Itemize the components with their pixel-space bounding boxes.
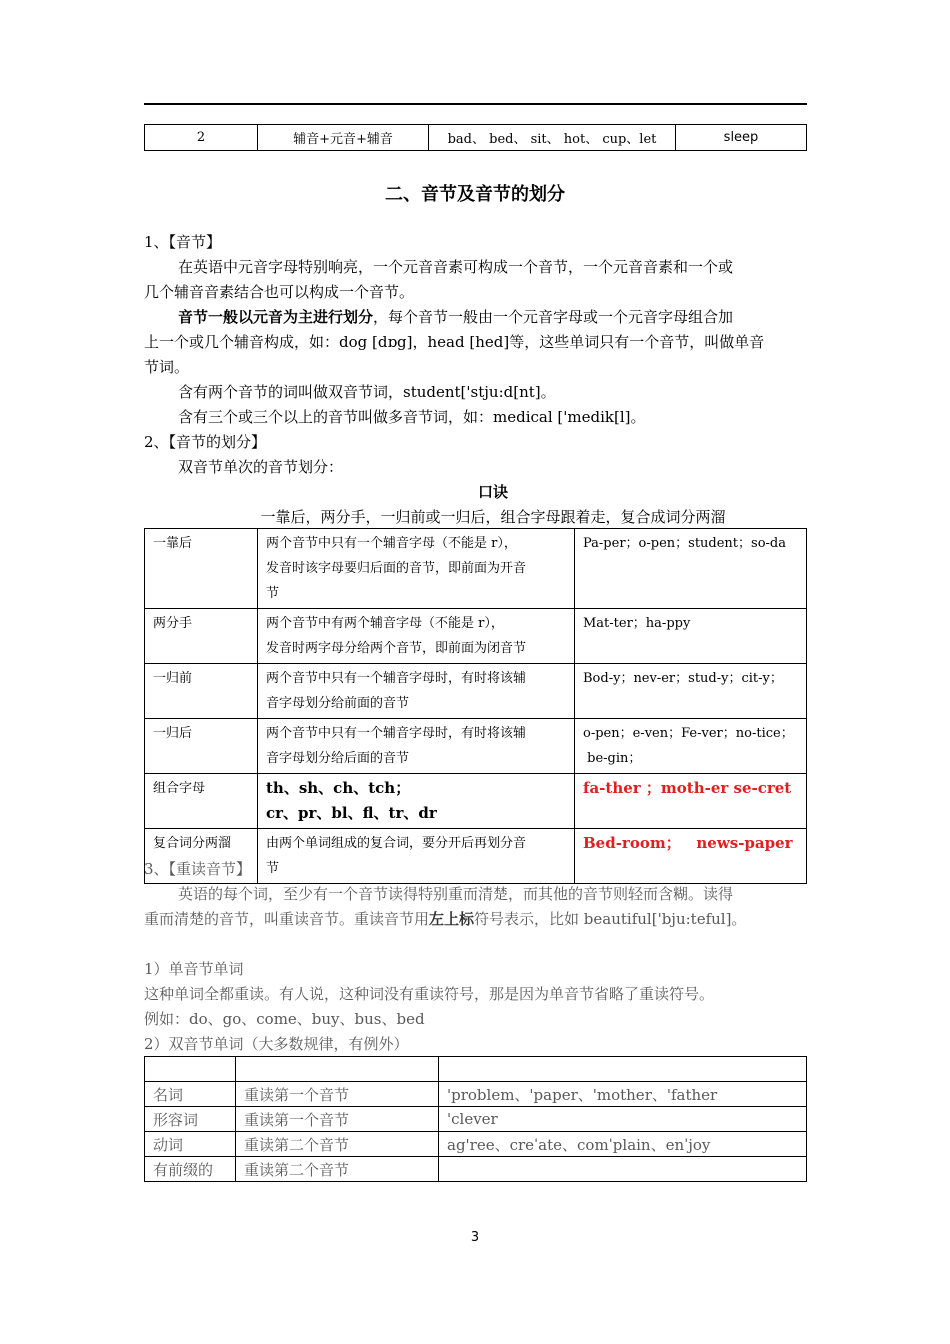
rule-examples (575, 609, 807, 664)
rule-name: 两分手 (145, 609, 258, 664)
header-rule (144, 103, 807, 105)
paragraph-line: 在英语中元音字母特别响亮，一个元音音素可构成一个音节，一个元音音素和一个或 (178, 258, 734, 276)
text-span: 重而清楚的音节，叫重读音节。重读音节用 (144, 910, 430, 928)
example-line: Mat-ter；ha-ppy (583, 616, 691, 631)
table-cell (439, 1057, 807, 1082)
paragraph-line (144, 907, 746, 932)
table-row (145, 1157, 807, 1182)
table-row (145, 1107, 807, 1132)
syllable-rule-table (144, 528, 807, 884)
desc-line: cr、pr、bl、fl、tr、dr (266, 804, 437, 822)
paragraph-line: 含有两个音节的词叫做双音节词，student['stju:d[nt]。 (178, 383, 556, 401)
rule-desc (258, 719, 575, 774)
table-row (145, 774, 807, 829)
desc-line: 节 (266, 861, 280, 876)
table-row (145, 719, 807, 774)
heading-division: 2、【音节的划分】 (144, 433, 267, 451)
desc-line: 两个音节中只有一个辅音字母时，有时将该辅 (266, 671, 527, 686)
example-line: fa-ther ；moth-er se-cret (583, 779, 792, 797)
table-row (145, 664, 807, 719)
table-cell (236, 1057, 439, 1082)
table-cell (439, 1157, 807, 1182)
paragraph-line: 英语的每个词，至少有一个音节读得特别重而清楚，而其他的音节则轻而含糊。读得 (178, 885, 734, 903)
table-cell: 重读第一个音节 (236, 1107, 439, 1132)
text-span: 符号表示，比如 beautiful['bju:teful]。 (474, 910, 747, 928)
table-row (145, 125, 807, 151)
rhyme-title: 口诀 (477, 483, 508, 501)
paragraph-line: 几个辅音音素结合也可以构成一个音节。 (144, 283, 415, 301)
example-line: Pa-per；o-pen；student；so-da (583, 536, 786, 551)
desc-line: 两个音节中只有一个辅音字母（不能是 r）， (266, 536, 517, 551)
table-row (145, 529, 807, 609)
page-number: 3 (470, 1230, 480, 1245)
table-row (145, 1082, 807, 1107)
rule-examples (575, 719, 807, 774)
rule-examples (575, 664, 807, 719)
bold-phrase: 左上标 (429, 910, 475, 928)
heading-stress: 3、【重读音节】 (144, 860, 252, 878)
table-row (145, 609, 807, 664)
table-cell: 名词 (145, 1082, 236, 1107)
table-cell: bad、 bed、 sit、 hot、 cup、let (429, 125, 676, 151)
paragraph-line: 例如：do、go、come、buy、bus、bed (144, 1010, 425, 1028)
rule-desc (258, 609, 575, 664)
example-line: be-gin； (583, 751, 642, 766)
stress-table (144, 1056, 807, 1182)
desc-line: 节 (266, 586, 280, 601)
table-cell: 重读第二个音节 (236, 1157, 439, 1182)
table-row (145, 1057, 807, 1082)
example-line: Bed-room； news-paper (583, 834, 793, 852)
desc-line: 由两个单词组成的复合词，要分开后再划分音 (266, 836, 527, 851)
table-cell: 重读第一个音节 (236, 1082, 439, 1107)
rule-examples (575, 774, 807, 829)
desc-line: 音字母划分给前面的音节 (266, 696, 410, 711)
desc-line: 两个音节中有两个辅音字母（不能是 r）， (266, 616, 504, 631)
table-cell: 2 (145, 125, 258, 151)
table-cell: 有前缀的 (145, 1157, 236, 1182)
rule-examples (575, 829, 807, 884)
rule-desc (258, 829, 575, 884)
paragraph-line: 含有三个或三个以上的音节叫做多音节词，如：medical ['medik[l]。 (178, 408, 646, 426)
table-cell: 辅音+元音+辅音 (258, 125, 429, 151)
paragraph-line: 节词。 (144, 358, 190, 376)
paragraph-line: 双音节单次的音节划分： (178, 458, 344, 476)
rule-desc (258, 664, 575, 719)
bold-phrase: 音节一般以元音为主进行划分 (178, 308, 374, 326)
rhyme-text: 一靠后，两分手，一归前或一归后，组合字母跟着走，复合成词分两溜 (260, 508, 726, 526)
desc-line: 两个音节中只有一个辅音字母时，有时将该辅 (266, 726, 527, 741)
rule-name: 组合字母 (145, 774, 258, 829)
example-line: o-pen；e-ven；Fe-ver；no-tice； (583, 726, 794, 741)
top-table (144, 124, 807, 151)
rule-name: 一靠后 (145, 529, 258, 609)
paragraph-line: 上一个或几个辅音构成，如：dog [dɒg]，head [hed]等，这些单词只有一个音节，叫做单音 (144, 333, 765, 351)
sub-heading: 2）双音节单词（大多数规律，有例外） (144, 1035, 409, 1053)
table-cell: ag'ree、creˈate、comˈplain、enˈjoy (439, 1132, 807, 1157)
desc-line: 发音时该字母要归后面的音节，即前面为开音 (266, 561, 527, 576)
table-cell: sleep (676, 125, 807, 151)
desc-line: 音字母划分给后面的音节 (266, 751, 410, 766)
example-line: Bod-y；nev-er；stud-y；cit-y； (583, 671, 783, 686)
heading-syllable: 1、【音节】 (144, 233, 222, 251)
table-cell: 动词 (145, 1132, 236, 1157)
text-span: ，每个音节一般由一个元音字母或一个元音字母组合加 (373, 308, 734, 326)
desc-line: th、sh、ch、tch； (266, 779, 411, 797)
rule-desc (258, 529, 575, 609)
rule-examples (575, 529, 807, 609)
table-cell: 'problem、'paper、'mother、'father (439, 1082, 807, 1107)
table-cell: 重读第二个音节 (236, 1132, 439, 1157)
rule-name: 一归前 (145, 664, 258, 719)
rule-desc (258, 774, 575, 829)
table-cell (145, 1057, 236, 1082)
section-title: 二、音节及音节的划分 (385, 184, 565, 205)
sub-heading: 1）单音节单词 (144, 960, 244, 978)
table-cell: 形容词 (145, 1107, 236, 1132)
desc-line: 发音时两字母分给两个音节，即前面为闭音节 (266, 641, 527, 656)
paragraph-line: 这种单词全都重读。有人说，这种词没有重读符号，那是因为单音节省略了重读符号。 (144, 985, 715, 1003)
rule-name: 一归后 (145, 719, 258, 774)
table-cell: 'clever (439, 1107, 807, 1132)
paragraph-line (178, 305, 733, 330)
rule-name: 复合词分两溜 (145, 829, 258, 884)
table-row (145, 1132, 807, 1157)
